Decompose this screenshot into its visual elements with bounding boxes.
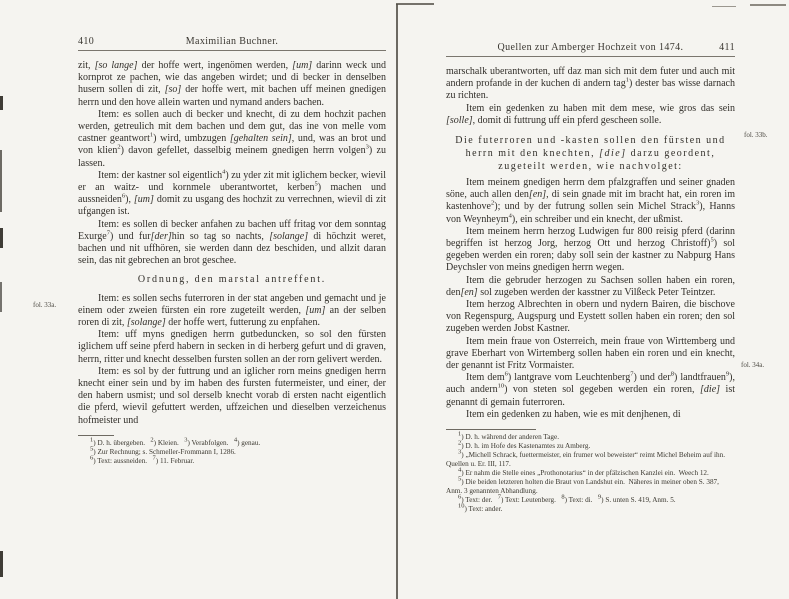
footnotes-right [446,430,735,514]
header-rule [78,50,386,51]
page-header-right [446,42,735,53]
paragraph: Item: uff myns gnedigen herrn gutbeduncken, so sol den fürsten iglichem uff seine pferd habern in secken in di herberg gefurt und di graven, herrn, ritter und knecht desselben fursten sollen an der rorn gelivert werden. [78,329,386,365]
paragraph: Die futerroren und -kasten sollen den fürsten und herrn mit den knechten, [die] darzu geordent, zugeteilt werden, wie nachvolget: [455,135,726,173]
paragraph: Item meinem herrn herzog Ludwigen fur 800 reisig pferd (darinn begriffen ist herzog Jorg, herzog Ott und herzog Christoff)$^5$) sol gegeben werden ein roren; daby soll sein der kastner zu Nabpurg Hans Deychsler von meins gnedigen herrn wegen. [446,225,735,274]
body-text-right [446,66,735,421]
section-heading: Ordnung, den marstal antreffent. [137,274,327,286]
footnote-line: $^3$) „Michell Schrack, fuettermeister, ein frumer wol beweister“ reimt Michel Beheim auf ihn. Quellen u. Er. III, 117. [446,448,727,469]
footnote-line: $^5$) Die beiden letzteren holten die Braut von Landshut ein. Näheres in meiner oben S. 387, Anm. 3 genannten Abhandlung. [446,475,719,496]
margin-note-fol-33b: fol. 33b. [744,131,768,139]
page-left [78,36,386,466]
footnote-line: $^{10}$) Text: ander. [458,502,503,514]
footnote-line: $^2$) D. h. im Hofe des Kastenamtes zu Amberg. [458,439,591,451]
footnote-line: $^6$) Text: aussneiden. $^7$) 11. Februar. [90,454,195,465]
paragraph: Item: es sol by der futtrung und an iglicher rorn meins gnedigen herrn knecht einer sein und by im haben des fursten futermeister, und einer, der den habern usmist; und sol derselb knecht vorab di ersten nacht eigentlich die pferd, wievil gefuttert werden, uffzeichen und dieselben verzeichenus hofmeister und [78,365,386,426]
page-right [446,42,735,514]
margin-note-fol-33a: fol. 33a. [33,301,57,309]
running-title: Quellen zur Amberger Hochzeit von 1474. [497,42,684,53]
footnote-rule [78,435,114,436]
scan-artifact-dash [712,6,736,7]
scan-artifact-edge-mark [0,96,3,110]
paragraph: marschalk uberantworten, uff daz man sich mit dem futer und auch mit andern profande in der kuchen di andern tag$^1$) dester bas wisse darnach zu richten. [446,66,735,102]
running-title: Maximilian Buchner. [185,36,279,47]
footnote-line: $^1$) D. h. übergeben. $^2$) Kleien. $^3$) Verabfolgen. $^4$) genau. [90,436,261,447]
page-gutter-line [396,4,398,599]
page-number: 411 [719,42,735,53]
page-number: 410 [78,36,95,47]
scan-artifact-dash [750,4,786,6]
footnote-line: $^6$) Text: der. $^7$) Text: Leutenberg. $^8$) Text: di. $^9$) S. unten S. 419, Anm. 5. [458,493,676,505]
scan-artifact-top-tick [396,3,434,5]
paragraph: Item ein gedenken zu haben mit dem mese, wie gros das sein [solle], domit di futtrung uff ein pferd gescheen solle. [446,102,735,126]
footnotes-left [78,436,386,466]
paragraph: Item die gebruder herzogen zu Sachsen sollen haben ein roren, den[en] sol zugeben werden der kasstner zu Vilßeck Peter Teintzer. [446,274,735,298]
scan-artifact-edge-mark [0,551,3,577]
page-header-left [78,36,386,47]
paragraph: Item: es sollen auch di becker und knecht, di zu dem hochzit pachen werden, getreulich mit dem bachen und dem gut, das ine von melle vom castner geantwort$^1$) wird, umbzugen [gehalten sein], und, was an brot und von klien$^2$) davon gefellet, dasselbig meinem gnedigen herrn volgen$^3$) zu lassen. [78,108,386,169]
paragraph: Item herzog Albrechten in obern und nydern Bairen, die bischove von Regenspurg, Augspurg und Eystett sollen haben ein roren; den sol zugeben werden Jobst Kastner. [446,299,735,335]
paragraph: Item meinem gnedigen herrn dem pfalzgraffen und seiner gnaden söne, auch allen den[en], di sein gnade mit im bracht hat, ein roren im kastenhove$^2$); und by der futrung sollen sein Michel Strack$^3$), Hanns von Weynheym$^4$), ein schreiber und ein knecht, der ußmist. [446,177,735,225]
paragraph: zit, [so lange] der hoffe wert, ingenömen werden, [um] darinn weck und kornprot ze pachen, wie das angeben wirdet; und di becker in denselben husern sollen di zit, [so] der hoffe wert, mit bachen uff meinen gnedigen herrn und den hove allein warten und nymand anders bachen. [78,60,386,108]
paragraph: Item: der kastner sol eigentlich$^4$) zu yder zit mit iglichem becker, wievil er an waitz- und kornmele uberantwortet, kerben$^5$) machen und aussneiden$^6$), [um] domit zu usgang des hochzit zu verrechnen, wievil di zit ufgangen ist. [78,168,386,218]
paragraph: Item mein fraue von Osterreich, mein fraue von Wirttemberg und grave Eberhart von Wirtemberg sollen haben ein roren und ein knecht, der genannt ist Fritz Vormaister. [446,335,735,372]
footnote-line: $^4$) Er nahm die Stelle eines „Prothonotarius“ in der pfälzischen Kanzlei ein. Weech 12. [458,466,709,478]
footnote-line: $^5$) Zur Rechnung; s. Schmeller-Frommann I, 1286. [90,445,236,456]
footnote-line: $^1$) D. h. während der anderen Tage. [458,430,559,442]
header-rule [446,56,735,57]
body-text-left [78,60,386,427]
scan-artifact-edge-mark [0,150,2,212]
paragraph: Item ein gedenken zu haben, wie es mit denjhenen, di [466,408,681,420]
margin-note-fol-34a: fol. 34a. [741,361,765,369]
paragraph: Item dem$^6$) lantgrave vom Leuchtenberg$^7$) und der$^8$) landtfrauen$^9$), auch andern$^{10}$) von steten sol gegeben werden ein roren, [die] ist genannt di gemain futerroren. [446,370,735,408]
paragraph: Item: es sollen di becker anfahen zu bachen uff fritag vor dem sonntag Exurge$^7$) und fur[der]hin so tag so nachts, [solange] di höchzit weret, bachen und nit uffhören, sie werden dann dez beschiden, und allzit daran sein, das nit gebrechen an brot geschee. [78,218,387,267]
paragraph: Item: es sollen sechs futerroren in der stat angeben und gemacht und je einem oder zweien fürsten ein rore zugeteilt werden, [um] an der selben roren di zit, [solange] der hoffe wert, futterung zu enpfahen. [78,292,386,329]
scan-artifact-edge-mark [0,282,2,312]
scan-artifact-edge-mark [0,228,3,248]
